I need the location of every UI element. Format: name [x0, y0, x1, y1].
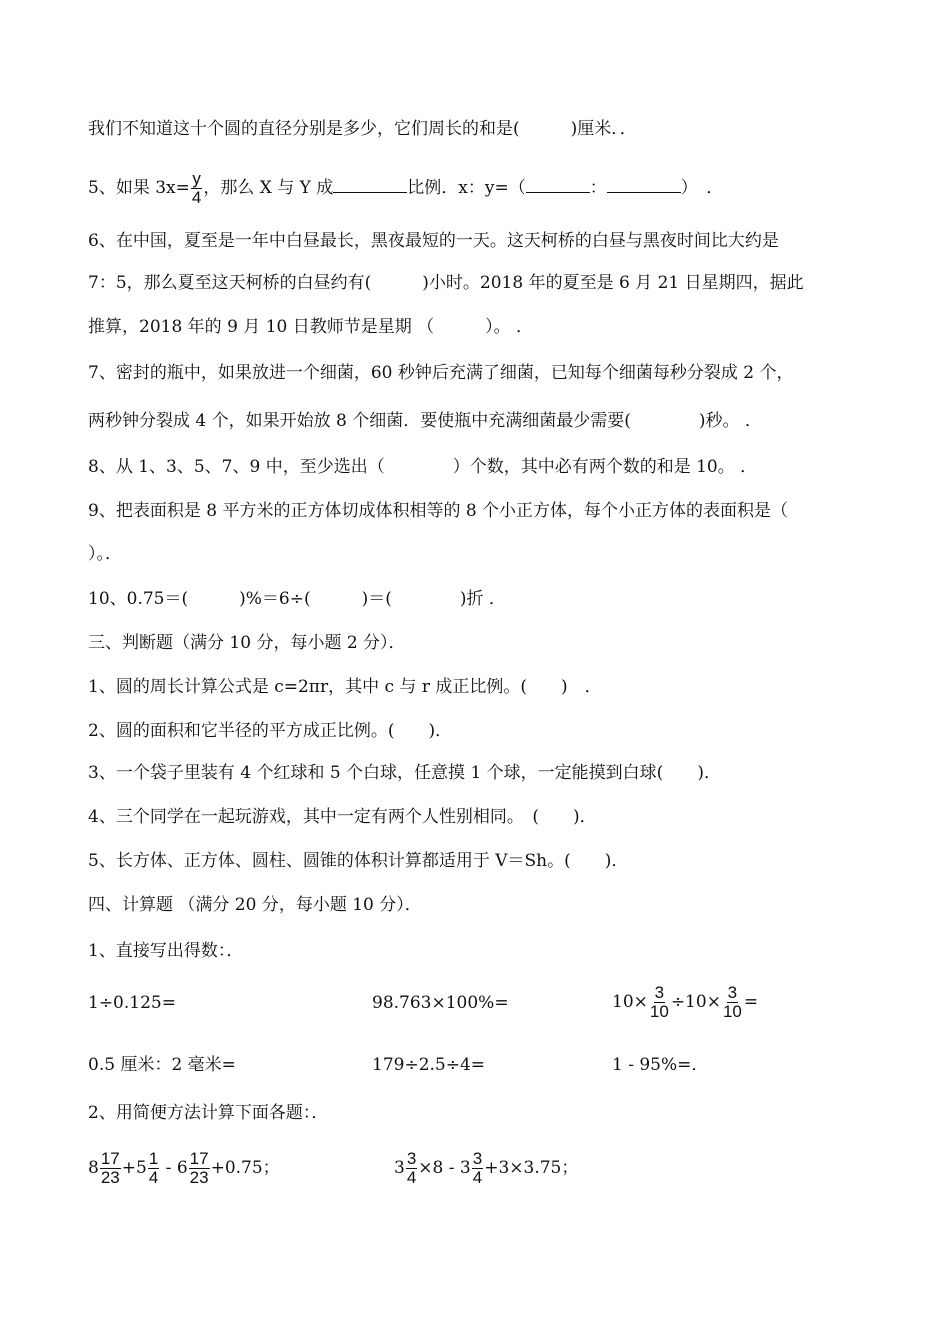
q5-post: 比例．x：y=（ [407, 178, 526, 198]
fraction-denominator: 23 [100, 1168, 120, 1187]
simplify-1-fraction-2 [148, 1150, 159, 1187]
question-7-line-1: 7、密封的瓶中，如果放进一个细菌，60 秒钟后充满了细菌，已知每个细菌每秒分裂成 2 个， [88, 363, 794, 383]
fraction-numerator: 3 [472, 1149, 483, 1168]
fraction-denominator: 4 [406, 1168, 417, 1187]
q5-end: ） ． [680, 178, 724, 198]
judge-item-5: 5、长方体、正方体、圆柱、圆锥的体积计算都适用于 V＝Sh。( )． [88, 851, 629, 871]
calc-item-3-end: = [743, 992, 759, 1012]
question-6-line-1: 6、在中国，夏至是一年中白昼最长，黑夜最短的一天。这天柯桥的白昼与黑夜时间比大约是 [88, 231, 779, 251]
section-4-heading: 四、计算题 （满分 20 分，每小题 10 分）． [88, 895, 422, 915]
calc-part-1-heading: 1、直接写出得数：． [88, 941, 244, 961]
question-4-continuation: 我们不知道这十个圆的直径分别是多少，它们周长的和是( )厘米．． [88, 119, 637, 139]
question-8: 8、从 1、3、5、7、9 中，至少选出（ ）个数，其中必有两个数的和是 10。 ． [88, 457, 758, 477]
operator-text: +3×3.75； [484, 1158, 579, 1178]
calc-item-6: 1 - 95%=． [612, 1055, 709, 1075]
fraction-denominator: 4 [148, 1168, 159, 1187]
operator-text: +5 [121, 1158, 147, 1178]
q5-blank-relation[interactable] [333, 174, 407, 193]
whole-number: 3 [394, 1158, 405, 1178]
simplify-2-fraction-2 [472, 1150, 483, 1187]
judge-item-3: 3、一个袋子里装有 4 个红球和 5 个白球，任意摸 1 个球，一定能摸到白球( )． [88, 763, 721, 783]
calc-item-3-fraction-2 [722, 984, 743, 1021]
fraction-numerator: 3 [654, 983, 665, 1002]
q5-middle: ，那么 X 与 Y 成 [203, 178, 334, 198]
question-7-line-2: 两秒钟分裂成 4 个，如果开始放 8 个细菌．要使瓶中充满细菌最少需要( )秒。 ． [88, 411, 762, 431]
question-9-line-1: 9、把表面积是 8 平方米的正方体切成体积相等的 8 个小正方体，每个小正方体的表面积是（ [88, 501, 789, 521]
operator-text: ×8 - 3 [418, 1158, 471, 1178]
calc-item-5: 179÷2.5÷4= [372, 1055, 486, 1075]
calc-part-2-heading: 2、用简便方法计算下面各题：． [88, 1103, 329, 1123]
calc-item-3 [612, 984, 758, 1021]
question-6-line-2: 7：5，那么夏至这天柯桥的白昼约有( )小时。2018 年的夏至是 6 月 21 日星期四，据此 [88, 273, 804, 293]
q5-prefix: 5、如果 3x= [88, 178, 190, 198]
fraction-numerator: 17 [100, 1149, 120, 1168]
calc-item-2: 98.763×100%= [372, 993, 509, 1013]
question-5 [88, 170, 723, 207]
q5-fraction-numerator: y [192, 169, 201, 188]
q5-blank-x[interactable] [526, 174, 590, 193]
simplify-2-fraction-1 [406, 1150, 417, 1187]
calc-item-4: 0.5 厘米：2 毫米= [88, 1055, 236, 1075]
q5-fraction-denominator: 4 [191, 188, 202, 207]
fraction-denominator: 10 [649, 1002, 669, 1021]
fraction-denominator: 23 [189, 1168, 209, 1187]
fraction-numerator: 3 [727, 983, 738, 1002]
whole-number: 8 [88, 1158, 99, 1178]
operator-text: +0.75； [210, 1158, 280, 1178]
question-9-line-2: ）。． [88, 544, 122, 564]
fraction-denominator: 10 [722, 1002, 742, 1021]
simplify-item-1 [88, 1150, 280, 1187]
question-6-line-3: 推算，2018 年的 9 月 10 日教师节是星期 （ ）。 ． [88, 317, 534, 337]
section-3-heading: 三、判断题（满分 10 分，每小题 2 分）． [88, 633, 406, 653]
simplify-1-fraction-3 [189, 1150, 210, 1187]
fraction-denominator: 4 [472, 1168, 483, 1187]
question-10: 10、0.75＝( )%＝6÷( )＝( )折 ． [88, 589, 506, 609]
q5-fraction [191, 170, 202, 207]
simplify-1-fraction-1 [100, 1150, 121, 1187]
q5-colon: ： [589, 178, 607, 198]
judge-item-2: 2、圆的面积和它半径的平方成正比例。( )． [88, 721, 453, 741]
fraction-numerator: 17 [189, 1149, 209, 1168]
fraction-numerator: 1 [148, 1149, 159, 1168]
fraction-numerator: 3 [406, 1149, 417, 1168]
calc-item-1: 1÷0.125= [88, 993, 176, 1013]
judge-item-1: 1、圆的周长计算公式是 c=2πr，其中 c 与 r 成正比例。( ) ． [88, 677, 602, 697]
calc-item-3-prefix: 10× [612, 992, 648, 1012]
q5-blank-y[interactable] [607, 174, 681, 193]
calc-item-3-middle: ÷10× [670, 992, 721, 1012]
operator-text: - 6 [160, 1158, 188, 1178]
calc-item-3-fraction-1 [649, 984, 670, 1021]
simplify-item-2 [394, 1150, 578, 1187]
judge-item-4: 4、三个同学在一起玩游戏，其中一定有两个人性别相同。 ( )． [88, 807, 597, 827]
